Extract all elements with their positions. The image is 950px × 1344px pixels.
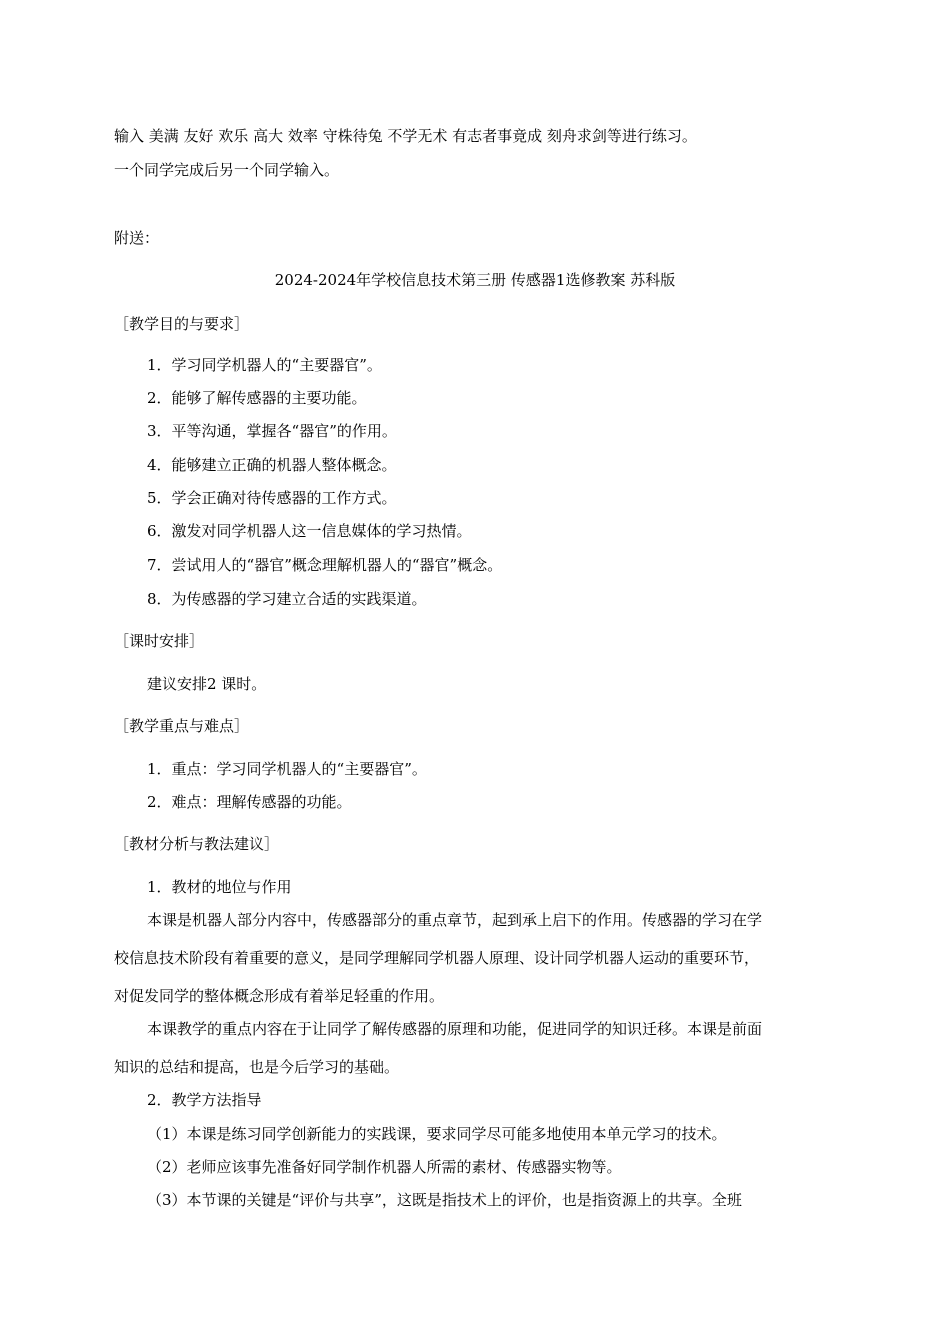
section-heading-analysis: ［教材分析与教法建议］ <box>114 835 280 853</box>
paragraph-line: 本课是机器人部分内容中，传感器部分的重点章节，起到承上启下的作用。传感器的学习在学 <box>147 911 763 929</box>
goal-item: 8．为传感器的学习建立合适的实践渠道。 <box>147 590 427 608</box>
intro-line-1: 输入 美满 友好 欢乐 高大 效率 守株待兔 不学无术 有志者事竟成 刻舟求剑等进行练习。 <box>114 127 697 145</box>
schedule-text: 建议安排2 课时。 <box>147 675 267 693</box>
section-heading-schedule: ［课时安排］ <box>114 632 205 650</box>
goal-item: 5．学会正确对待传感器的工作方式。 <box>147 489 397 507</box>
paragraph-line: 校信息技术阶段有着重要的意义，是同学理解同学机器人原理、设计同学机器人运动的重要环节， <box>114 949 760 967</box>
method-item: （1）本课是练习同学创新能力的实践课，要求同学尽可能多地使用本单元学习的技术。 <box>147 1125 727 1143</box>
appendix-label: 附送： <box>114 229 160 247</box>
section-heading-goals: ［教学目的与要求］ <box>114 315 250 333</box>
goal-item: 7．尝试用人的“器官”概念理解机器人的“器官”概念。 <box>147 556 503 574</box>
goal-item: 6．激发对同学机器人这一信息媒体的学习热情。 <box>147 522 472 540</box>
goal-item: 4．能够建立正确的机器人整体概念。 <box>147 456 397 474</box>
analysis-subheading-2: 2．教学方法指导 <box>147 1091 262 1109</box>
section-heading-focus: ［教学重点与难点］ <box>114 717 250 735</box>
focus-item: 2．难点：理解传感器的功能。 <box>147 793 352 811</box>
focus-item: 1．重点：学习同学机器人的“主要器官”。 <box>147 760 427 778</box>
document-title: 2024-2024年学校信息技术第三册 传感器1选修教案 苏科版 <box>274 271 676 289</box>
method-item: （3）本节课的关键是“评价与共享”，这既是指技术上的评价，也是指资源上的共享。全班 <box>147 1191 742 1209</box>
goal-item: 3．平等沟通，掌握各“器官”的作用。 <box>147 422 397 440</box>
goal-item: 2．能够了解传感器的主要功能。 <box>147 389 367 407</box>
intro-line-2: 一个同学完成后另一个同学输入。 <box>114 161 340 179</box>
goal-item: 1．学习同学机器人的“主要器官”。 <box>147 356 382 374</box>
paragraph-line: 本课教学的重点内容在于让同学了解传感器的原理和功能，促进同学的知识迁移。本课是前面 <box>147 1020 763 1038</box>
paragraph-line: 知识的总结和提高，也是今后学习的基础。 <box>114 1058 400 1076</box>
analysis-subheading-1: 1．教材的地位与作用 <box>147 878 292 896</box>
paragraph-line: 对促发同学的整体概念形成有着举足轻重的作用。 <box>114 987 445 1005</box>
method-item: （2）老师应该事先准备好同学制作机器人所需的素材、传感器实物等。 <box>147 1158 622 1176</box>
